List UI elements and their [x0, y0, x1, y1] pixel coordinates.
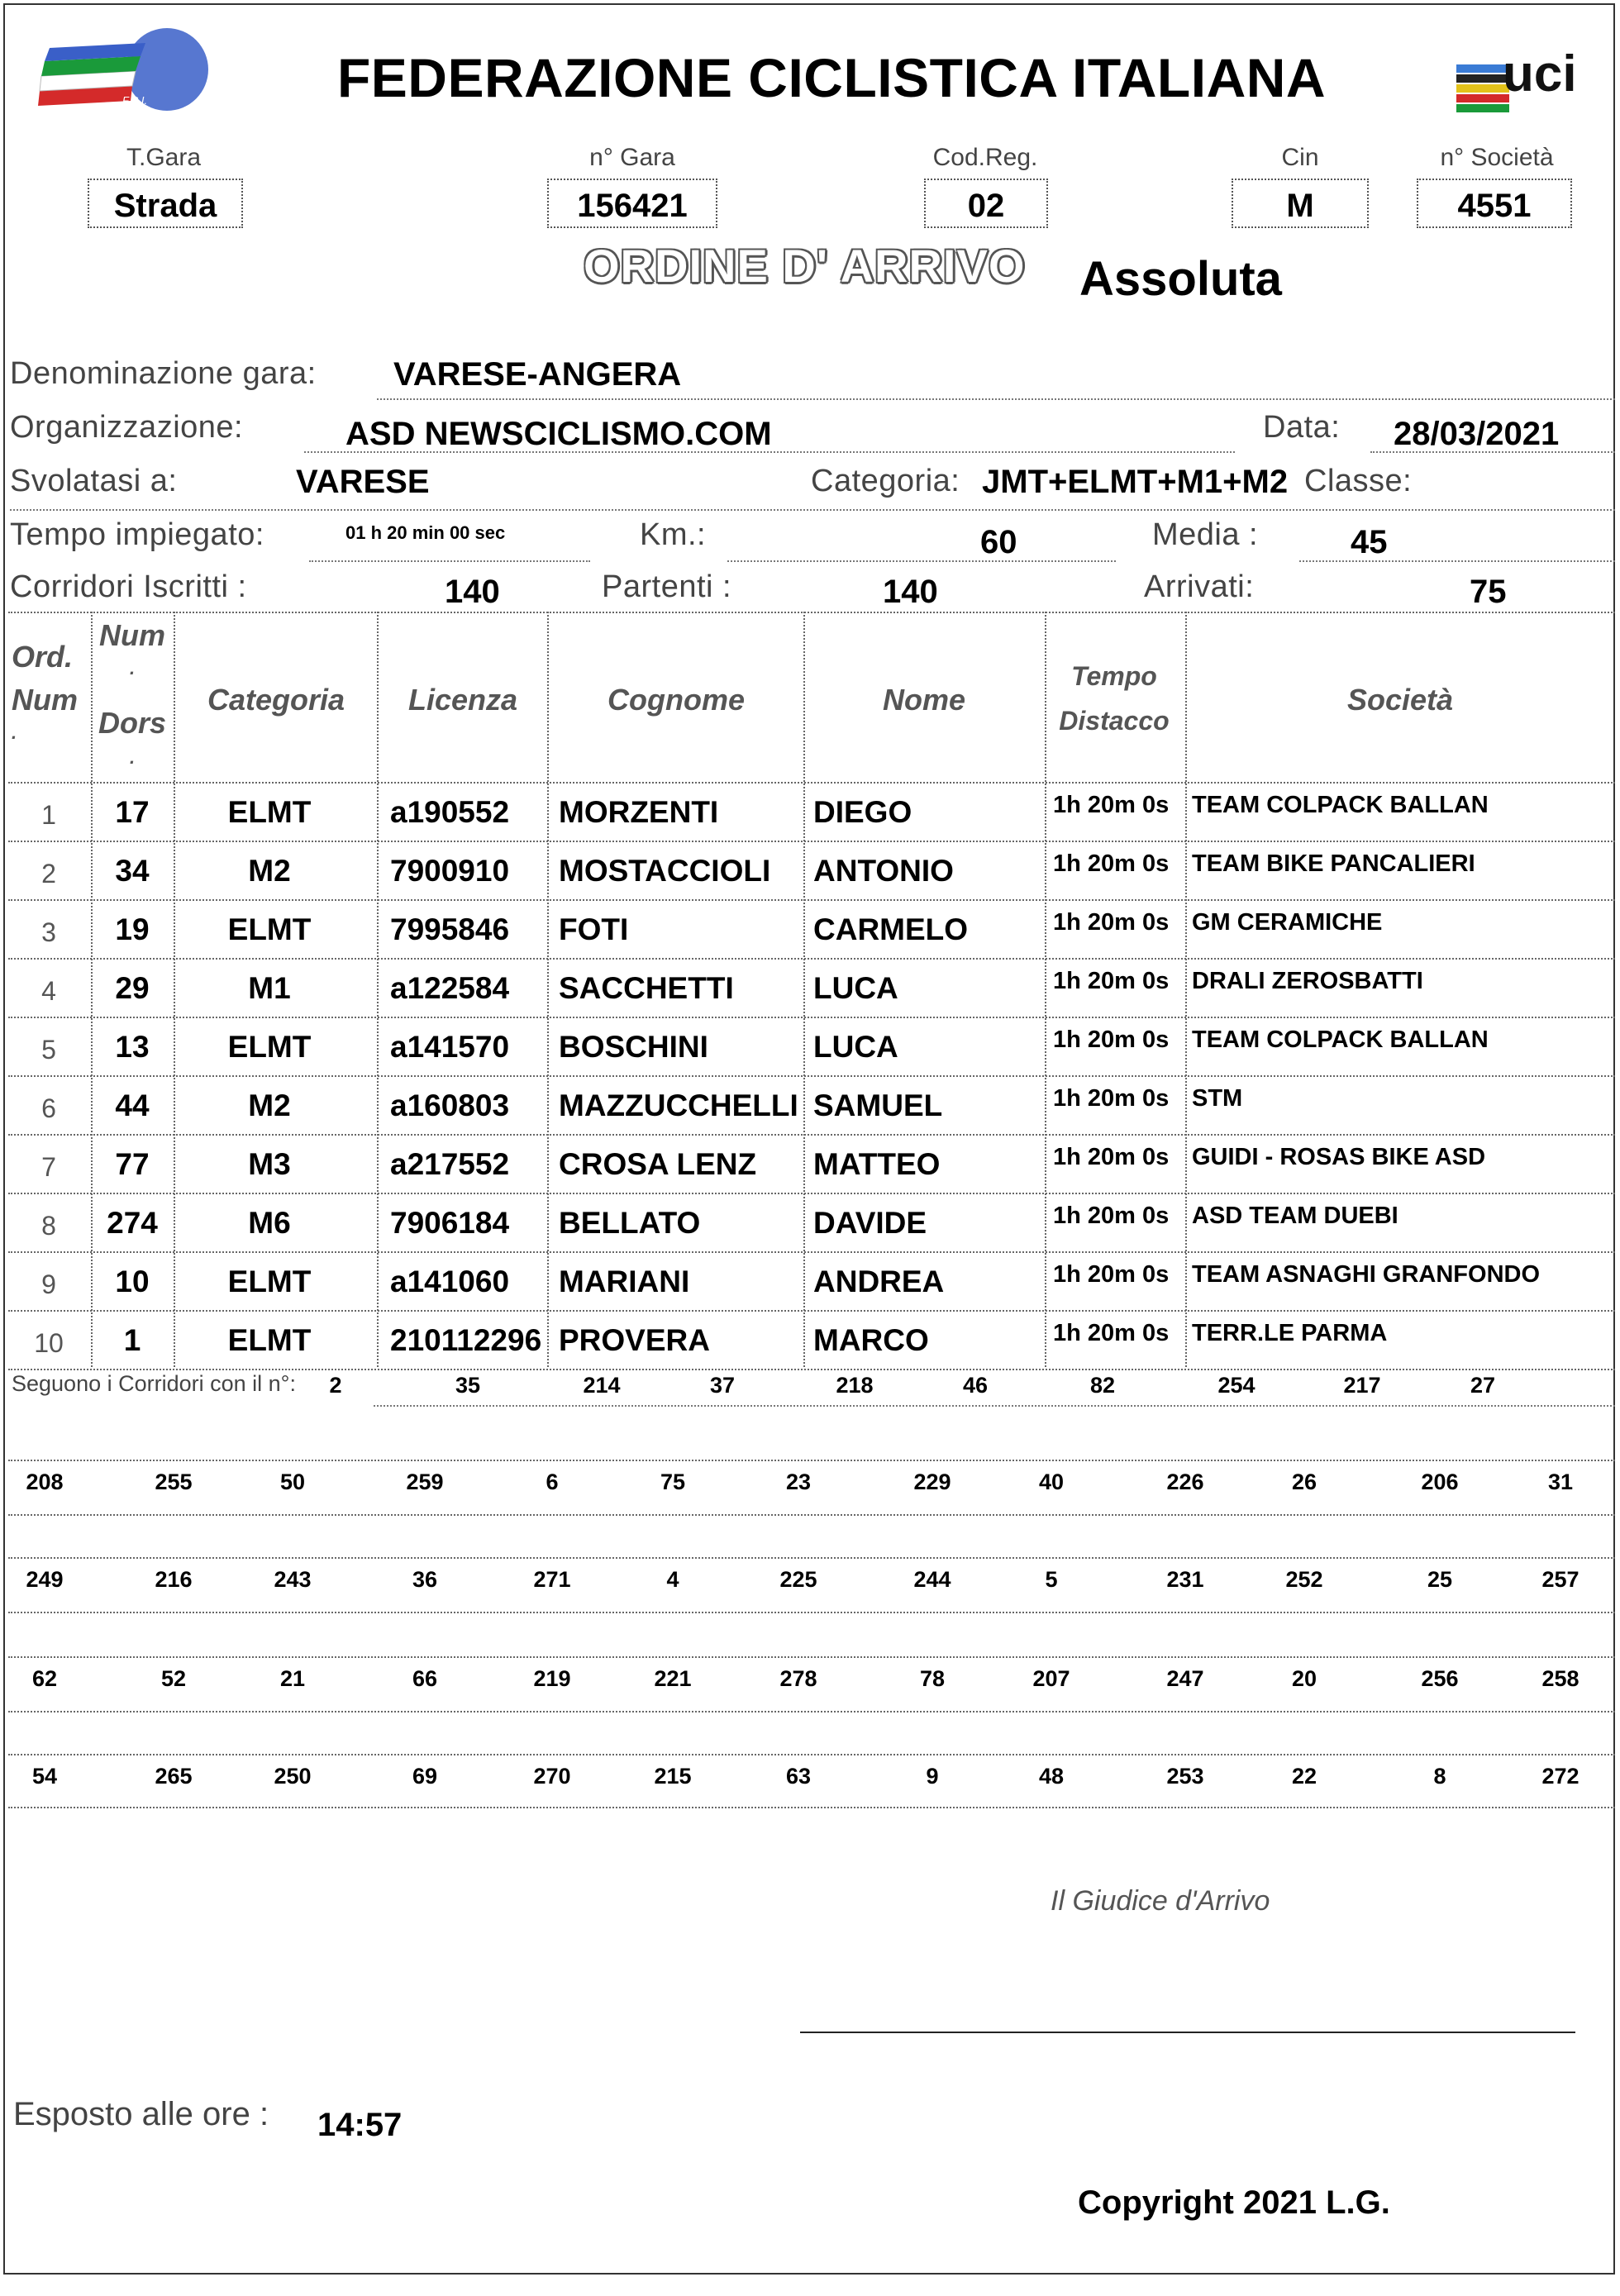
partenti-value: 140 [883, 574, 938, 610]
seguono-number: 8 [1433, 1764, 1446, 1789]
column-separator [377, 612, 379, 1367]
cell-cognome: FOTI [559, 912, 629, 946]
seguono-number: 52 [160, 1666, 187, 1691]
seguono-number: 226 [1166, 1470, 1204, 1494]
cell-cat: ELMT [227, 912, 312, 946]
cell-ord: 1 [41, 800, 56, 830]
seguono-number: 9 [926, 1764, 939, 1789]
seguono-number: 36 [412, 1567, 438, 1592]
iscritti-value: 140 [445, 574, 500, 610]
partenti-label: Partenti : [602, 569, 732, 604]
table-top-line [8, 612, 1615, 613]
seguono-number: 256 [1421, 1666, 1459, 1691]
tempo-line [309, 560, 590, 562]
cell-societa: GM CERAMICHE [1192, 909, 1383, 936]
seguono-number: 5 [1045, 1567, 1058, 1592]
cell-ord: 7 [41, 1152, 56, 1182]
seguono-number: 231 [1166, 1567, 1204, 1592]
row-separator [8, 1369, 1615, 1370]
cell-cat: ELMT [227, 795, 312, 829]
column-separator [1045, 612, 1046, 1367]
seguono-number: 208 [26, 1470, 64, 1494]
cell-societa: TERR.LE PARMA [1192, 1320, 1388, 1346]
tgara-value: Strada [88, 179, 243, 228]
seguono-number: 40 [1038, 1470, 1065, 1494]
seguono-number: 54 [31, 1764, 58, 1789]
seguono-number: 252 [1285, 1567, 1323, 1592]
seguono-number: 215 [654, 1764, 692, 1789]
seguono-number: 229 [913, 1470, 951, 1494]
row-separator [8, 1310, 1615, 1312]
cell-nome: ANTONIO [813, 854, 954, 888]
cell-tempo: 1h 20m 0s [1053, 1027, 1170, 1053]
cell-tempo: 1h 20m 0s [1053, 909, 1170, 936]
cell-lic: a122584 [390, 971, 510, 1005]
seguono-number: 26 [1291, 1470, 1317, 1494]
cell-societa: TEAM COLPACK BALLAN [1192, 792, 1489, 818]
organizzazione-value: ASD NEWSCICLISMO.COM [345, 416, 772, 452]
cell-ord: 8 [41, 1211, 56, 1241]
cell-cognome: MAZZUCCHELLI [559, 1088, 798, 1122]
seguono-number: 244 [913, 1567, 951, 1592]
seguono-number: 216 [155, 1567, 193, 1592]
km-label: Km.: [640, 517, 707, 552]
esposto-label: Esposto alle ore : [13, 2096, 269, 2132]
media-line [1299, 560, 1615, 562]
tempo-label: Tempo impiegato: [10, 517, 264, 552]
seguono-number: 221 [654, 1666, 692, 1691]
cell-cognome: MORZENTI [559, 795, 719, 829]
cell-societa: STM [1192, 1085, 1243, 1112]
nsocieta-label: n° Società [1440, 144, 1554, 171]
cell-cat: M2 [248, 1088, 291, 1122]
cell-lic: a160803 [390, 1088, 510, 1122]
nsocieta-value: 4551 [1417, 179, 1572, 228]
cell-nome: MARCO [813, 1323, 929, 1357]
federation-title: FEDERAZIONE CICLISTICA ITALIANA [336, 47, 1327, 108]
th-nome: Nome [882, 683, 966, 717]
seguono-number: 82 [1089, 1373, 1116, 1398]
cell-num: 77 [115, 1147, 150, 1181]
svolatasi-label: Svolatasi a: [10, 464, 178, 498]
row-separator [8, 899, 1615, 901]
codreg-label: Cod.Reg. [932, 144, 1038, 171]
row-separator [8, 1251, 1615, 1253]
classe-label: Classe: [1304, 464, 1413, 498]
seguono-number: 250 [274, 1764, 312, 1789]
cell-ord: 9 [41, 1269, 56, 1299]
cell-num: 29 [115, 971, 150, 1005]
arrivati-label: Arrivati: [1144, 569, 1255, 604]
cell-num: 44 [115, 1088, 150, 1122]
cell-tempo: 1h 20m 0s [1053, 1085, 1170, 1112]
denominazione-label: Denominazione gara: [10, 356, 317, 391]
organizzazione-line [304, 451, 1235, 453]
seguono-number: 23 [785, 1470, 812, 1494]
seguono-number: 217 [1343, 1373, 1381, 1398]
th-dors: Dors [98, 706, 167, 740]
km-value: 60 [980, 524, 1017, 560]
th-cognome: Cognome [608, 683, 745, 717]
cell-cat: ELMT [227, 1323, 312, 1357]
seguono-number: 265 [155, 1764, 193, 1789]
row-separator [8, 958, 1615, 960]
seguono-number: 21 [279, 1666, 306, 1691]
seguono-number: 257 [1541, 1567, 1580, 1592]
cell-lic: 7900910 [390, 854, 510, 888]
seguono-number: 207 [1032, 1666, 1070, 1691]
cell-nome: DAVIDE [813, 1206, 927, 1240]
copyright: Copyright 2021 L.G. [1078, 2184, 1390, 2221]
th-categoria: Categoria [207, 683, 345, 717]
cell-nome: CARMELO [813, 912, 969, 946]
cin-value: M [1232, 179, 1369, 228]
cell-cat: M6 [248, 1206, 291, 1240]
table-header-line [8, 782, 1615, 784]
seguono-number: 255 [155, 1470, 193, 1494]
seguono-number: 270 [533, 1764, 571, 1789]
cell-tempo: 1h 20m 0s [1053, 1144, 1170, 1170]
th-dors-dot: . [129, 747, 136, 768]
seguono-label: Seguono i Corridori con il n°: [12, 1371, 296, 1396]
cell-nome: LUCA [813, 971, 898, 1005]
seguono-line [8, 1656, 1615, 1658]
cell-lic: a217552 [390, 1147, 510, 1181]
cell-lic: a141060 [390, 1265, 510, 1298]
arrivati-value: 75 [1470, 574, 1507, 610]
cell-cognome: BELLATO [559, 1206, 701, 1240]
seguono-number: 66 [412, 1666, 438, 1691]
seguono-number: 259 [406, 1470, 444, 1494]
svolatasi-line [10, 509, 1615, 511]
seguono-number: 35 [455, 1373, 481, 1398]
cell-cognome: BOSCHINI [559, 1030, 708, 1064]
ngara-value: 156421 [547, 179, 717, 228]
cell-tempo: 1h 20m 0s [1053, 792, 1170, 818]
cell-num: 13 [115, 1030, 150, 1064]
seguono-number: 218 [836, 1373, 874, 1398]
iscritti-label: Corridori Iscritti : [10, 569, 247, 604]
giudice-label: Il Giudice d'Arrivo [1051, 1885, 1270, 1917]
cell-num: 34 [115, 854, 150, 888]
cell-num: 274 [107, 1206, 158, 1240]
cell-ord: 10 [34, 1328, 64, 1358]
seguono-number: 272 [1541, 1764, 1580, 1789]
cell-nome: SAMUEL [813, 1088, 943, 1122]
seguono-number: 214 [583, 1373, 621, 1398]
tempo-value: 01 h 20 min 00 sec [345, 522, 506, 543]
cell-lic: 210112296 [390, 1323, 542, 1357]
cell-nome: ANDREA [813, 1265, 945, 1298]
row-separator [8, 1193, 1615, 1194]
th-ord-dot: . [12, 722, 17, 743]
seguono-number: 25 [1427, 1567, 1453, 1592]
seguono-line [8, 1807, 1615, 1808]
cell-cognome: PROVERA [559, 1323, 710, 1357]
cell-tempo: 1h 20m 0s [1053, 968, 1170, 994]
seguono-line [8, 1754, 1615, 1755]
cell-cognome: MARIANI [559, 1265, 690, 1298]
cell-ord: 3 [41, 917, 56, 947]
cell-lic: 7906184 [390, 1206, 510, 1240]
categoria-label: Categoria: [811, 464, 960, 498]
signature-line [800, 2032, 1575, 2033]
seguono-number: 253 [1166, 1764, 1204, 1789]
data-line [1370, 451, 1615, 453]
uci-logo-icon [1451, 26, 1600, 126]
seguono-number: 46 [962, 1373, 989, 1398]
th-num-dot: . [129, 658, 136, 679]
categoria-value: JMT+ELMT+M1+M2 [982, 464, 1289, 500]
seguono-number: 278 [779, 1666, 817, 1691]
cell-num: 17 [115, 795, 150, 829]
seguono-number: 78 [919, 1666, 946, 1691]
seguono-number: 27 [1470, 1373, 1496, 1398]
cell-societa: DRALI ZEROSBATTI [1192, 968, 1423, 994]
seguono-number: 62 [31, 1666, 58, 1691]
seguono-line [8, 1711, 1615, 1712]
seguono-number: 4 [666, 1567, 679, 1592]
seguono-line [8, 1612, 1615, 1613]
cell-lic: a190552 [390, 795, 510, 829]
fci-logo-icon [33, 26, 210, 119]
cell-tempo: 1h 20m 0s [1053, 1203, 1170, 1229]
cell-cat: ELMT [227, 1265, 312, 1298]
codreg-value: 02 [924, 179, 1048, 228]
svolatasi-value: VARESE [296, 464, 430, 500]
seguono-number: 63 [785, 1764, 812, 1789]
data-value: 28/03/2021 [1394, 416, 1560, 452]
cell-cat: M1 [248, 971, 291, 1005]
seguono-first-line [374, 1405, 1615, 1407]
svg-text:F.C.I.: F.C.I. [122, 94, 148, 107]
cell-nome: LUCA [813, 1030, 898, 1064]
media-value: 45 [1351, 524, 1388, 560]
seguono-line [8, 1514, 1615, 1516]
seguono-number: 254 [1217, 1373, 1256, 1398]
th-num: Num [99, 618, 165, 652]
denominazione-line [377, 398, 1615, 400]
organizzazione-label: Organizzazione: [10, 410, 244, 445]
row-separator [8, 841, 1615, 842]
ngara-label: n° Gara [589, 144, 675, 171]
th-societa: Società [1346, 683, 1454, 717]
km-line [727, 560, 1116, 562]
seguono-number: 37 [709, 1373, 736, 1398]
th-ord: Ord. [12, 640, 74, 674]
row-separator [8, 1017, 1615, 1018]
th-licenza: Licenza [407, 683, 518, 717]
seguono-number: 2 [329, 1373, 342, 1398]
media-label: Media : [1152, 517, 1259, 552]
seguono-number: 20 [1291, 1666, 1317, 1691]
cell-societa: TEAM COLPACK BALLAN [1192, 1027, 1489, 1053]
seguono-number: 225 [779, 1567, 817, 1592]
row-separator [8, 1075, 1615, 1077]
th-ord-num: Num [12, 683, 78, 717]
seguono-number: 258 [1541, 1666, 1580, 1691]
cell-lic: 7995846 [390, 912, 510, 946]
column-separator [1185, 612, 1187, 1367]
cell-nome: MATTEO [813, 1147, 941, 1181]
column-separator [803, 612, 805, 1367]
cell-ord: 4 [41, 976, 56, 1006]
row-separator [8, 1134, 1615, 1136]
cell-cognome: MOSTACCIOLI [559, 854, 771, 888]
data-label: Data: [1263, 410, 1341, 445]
cell-ord: 6 [41, 1093, 56, 1123]
cell-societa: TEAM ASNAGHI GRANFONDO [1192, 1261, 1541, 1288]
denominazione-value: VARESE-ANGERA [393, 356, 682, 393]
cell-ord: 5 [41, 1035, 56, 1065]
cell-societa: TEAM BIKE PANCALIERI [1192, 850, 1475, 877]
cell-num: 1 [123, 1323, 141, 1357]
cell-lic: a141570 [390, 1030, 510, 1064]
cell-cat: M2 [248, 854, 291, 888]
seguono-number: 219 [533, 1666, 571, 1691]
cell-tempo: 1h 20m 0s [1053, 1320, 1170, 1346]
th-distacco: Distacco [1059, 706, 1170, 736]
seguono-number: 243 [274, 1567, 312, 1592]
cin-label: Cin [1281, 144, 1319, 171]
classification-label: Assoluta [1079, 252, 1282, 306]
cell-societa: ASD TEAM DUEBI [1192, 1203, 1398, 1229]
tgara-label: T.Gara [126, 144, 202, 171]
cell-cat: M3 [248, 1147, 291, 1181]
seguono-number: 75 [660, 1470, 686, 1494]
cell-cognome: CROSA LENZ [559, 1147, 757, 1181]
seguono-number: 31 [1547, 1470, 1574, 1494]
cell-nome: DIEGO [813, 795, 912, 829]
cell-tempo: 1h 20m 0s [1053, 1261, 1170, 1288]
cell-num: 19 [115, 912, 150, 946]
cell-societa: GUIDI - ROSAS BIKE ASD [1192, 1144, 1486, 1170]
seguono-line [8, 1557, 1615, 1559]
seguono-number: 69 [412, 1764, 438, 1789]
cell-ord: 2 [41, 859, 56, 888]
cell-cognome: SACCHETTI [559, 971, 734, 1005]
cell-tempo: 1h 20m 0s [1053, 850, 1170, 877]
seguono-line [8, 1460, 1615, 1461]
th-tempo: Tempo [1071, 661, 1157, 691]
ordine-arrivo-title: ORDINE D' ARRIVO [584, 240, 1026, 292]
seguono-number: 50 [279, 1470, 306, 1494]
cell-num: 10 [115, 1265, 150, 1298]
seguono-number: 22 [1291, 1764, 1317, 1789]
seguono-number: 48 [1038, 1764, 1065, 1789]
cell-cat: ELMT [227, 1030, 312, 1064]
seguono-number: 249 [26, 1567, 64, 1592]
seguono-number: 271 [533, 1567, 571, 1592]
svg-text:uci: uci [1503, 45, 1577, 102]
seguono-number: 6 [546, 1470, 559, 1494]
seguono-number: 206 [1421, 1470, 1459, 1494]
results-sheet [3, 3, 1615, 2275]
seguono-number: 247 [1166, 1666, 1204, 1691]
esposto-value: 14:57 [317, 2107, 403, 2143]
